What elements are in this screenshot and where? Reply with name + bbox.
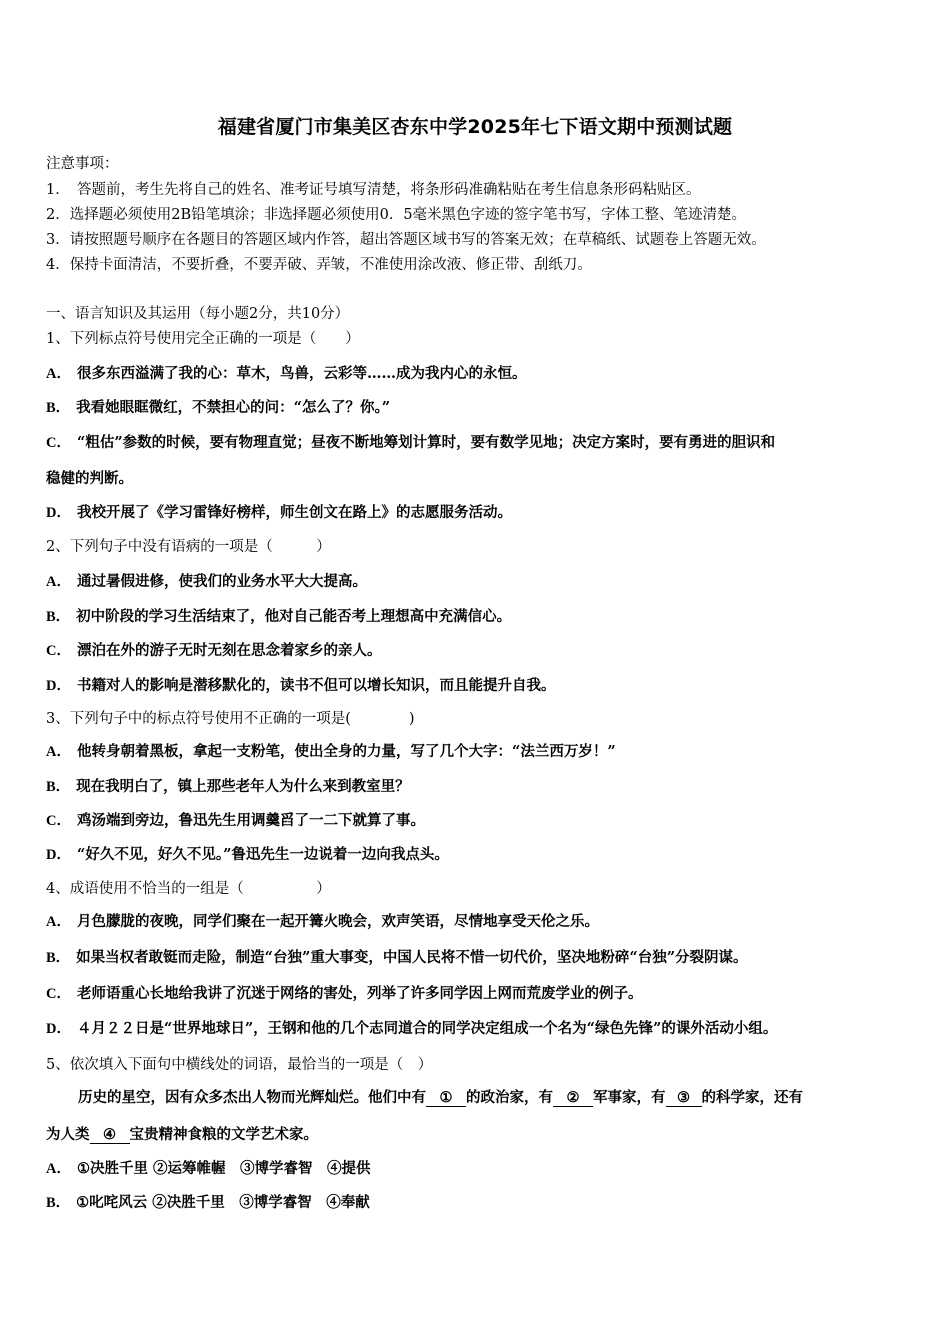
blank-marker: ①: [439, 1089, 453, 1106]
question-1-option-a: [46, 362, 526, 383]
option-text: ４月２２日是“世界地球日”，王钢和他的几个志同道合的同学决定组成一个名为“绿色先锋”的课外活动小组。: [76, 1020, 778, 1037]
passage-text: 的科学家，还有: [701, 1089, 803, 1106]
question-text: 成语使用不恰当的一组是（ ）: [69, 881, 331, 897]
option-text: “好久不见，好久不见。”鲁迅先生一边说着一边向我点头。: [76, 846, 449, 863]
question-2-option-b: [46, 605, 511, 626]
question-3-option-c: [46, 809, 425, 830]
passage-text: 宝贵精神食粮的文学艺术家。: [129, 1126, 318, 1143]
option-label: A．: [46, 914, 71, 930]
question-2-stem: [46, 535, 331, 556]
passage-text: 的政治家，有: [466, 1089, 553, 1106]
option-text: “粗估”参数的时候，要有物理直觉；昼夜不断地筹划计算时，要有数学见地；决定方案时，要有勇进的胆识和: [76, 434, 776, 451]
notice-item-1: 1． 答题前，考生先将自己的姓名、准考证号填写清楚，将条形码准确粘贴在考生信息条形码粘贴区。: [46, 182, 701, 198]
option-label: C．: [46, 986, 71, 1002]
option-text: ①决胜千里 ②运筹帷幄 ③博学睿智 ④提供: [76, 1160, 371, 1177]
option-text: 我校开展了《学习雷锋好榜样，师生创文在路上》的志愿服务活动。: [76, 504, 512, 521]
option-label: B．: [46, 950, 71, 966]
question-5-option-b: [46, 1191, 370, 1212]
question-5-stem: [46, 1053, 432, 1074]
option-label: A．: [46, 1161, 71, 1177]
option-label: C．: [46, 643, 71, 659]
passage-text: 军事家，有: [593, 1089, 666, 1106]
question-3-stem: [46, 707, 415, 728]
option-text: 如果当权者敢铤而走险，制造“台独”重大事变，中国人民将不惜一切代价，坚决地粉碎“台独”分裂阴谋。: [76, 949, 748, 966]
option-label: D．: [46, 505, 71, 521]
question-4-stem: [46, 877, 331, 898]
question-number: 2、: [46, 539, 70, 555]
notice-item-3: 3．请按照题号顺序在各题目的答题区域内作答，超出答题区域书写的答案无效；在草稿纸、试题卷上答题无效。: [46, 232, 766, 248]
question-4-option-c: [46, 982, 642, 1003]
option-label: A．: [46, 744, 71, 760]
question-1-option-d: [46, 501, 512, 522]
option-label: D．: [46, 1021, 71, 1037]
question-1-option-b: [46, 396, 390, 417]
option-label: B．: [46, 609, 71, 625]
option-label: C．: [46, 435, 71, 451]
option-label: D．: [46, 678, 71, 694]
passage-line-2: [46, 1123, 318, 1144]
option-label: B．: [46, 1195, 71, 1211]
question-text: 下列标点符号使用完全正确的一项是（ ）: [69, 331, 360, 347]
notice-item-2: 2．选择题必须使用2B铅笔填涂；非选择题必须使用0．5毫米黑色字迹的签字笔书写，字体工整、笔迹清楚。: [46, 207, 747, 223]
blank-marker: ③: [677, 1089, 690, 1106]
notice-item-4: 4．保持卡面清洁，不要折叠，不要弄破、弄皱，不准使用涂改液、修正带、刮纸刀。: [46, 257, 592, 273]
question-4-option-a: [46, 910, 599, 931]
question-text: 依次填入下面句中横线处的词语，最恰当的一项是（ ）: [69, 1057, 433, 1073]
question-2-option-c: [46, 639, 381, 660]
question-number: 3、: [46, 711, 70, 727]
question-1-option-c: [46, 431, 775, 452]
option-text: 漂泊在外的游子无时无刻在思念着家乡的亲人。: [76, 642, 382, 659]
blank-4: [90, 1126, 130, 1144]
option-label: D．: [46, 847, 71, 863]
blank-1: [426, 1089, 466, 1107]
option-label: A．: [46, 574, 71, 590]
option-text: 月色朦胧的夜晚，同学们聚在一起开篝火晚会，欢声笑语，尽情地享受天伦之乐。: [76, 913, 599, 930]
question-4-option-b: [46, 946, 748, 967]
question-3-option-b: [46, 775, 410, 796]
passage-line-1: [78, 1086, 803, 1107]
question-4-option-d: [46, 1017, 777, 1038]
option-text: 通过暑假进修，使我们的业务水平大大提高。: [76, 573, 367, 590]
question-2-option-a: [46, 570, 367, 591]
question-2-option-d: [46, 674, 555, 695]
question-1-option-c-continued: 稳健的判断。: [46, 470, 133, 487]
option-text: 老师语重心长地给我讲了沉迷于网络的害处，列举了许多同学因上网而荒废学业的例子。: [76, 985, 643, 1002]
blank-marker: ②: [566, 1089, 580, 1106]
option-label: A．: [46, 366, 71, 382]
passage-text: 为人类: [46, 1126, 90, 1143]
option-text: 鸡汤端到旁边，鲁迅先生用调羹舀了一二下就算了事。: [76, 812, 425, 829]
option-label: B．: [46, 779, 71, 795]
question-number: 1、: [46, 331, 70, 347]
option-text: 很多东西溢满了我的心：草木，鸟兽，云彩等……成为我内心的永恒。: [76, 365, 527, 382]
option-text: 现在我明白了，镇上那些老年人为什么来到教室里？: [76, 778, 410, 795]
option-text: 他转身朝着黑板，拿起一支粉笔，使出全身的力量，写了几个大字：“法兰西万岁！”: [76, 743, 616, 760]
question-number: 4、: [46, 881, 70, 897]
question-text: 下列句子中没有语病的一项是（ ）: [69, 539, 331, 555]
option-text: ①叱咤风云 ②决胜千里 ③博学睿智 ④奉献: [76, 1194, 370, 1211]
section-heading: 一、语言知识及其运用（每小题2分，共10分）: [46, 306, 350, 322]
option-text: 书籍对人的影响是潜移默化的，读书不但可以增长知识，而且能提升自我。: [76, 677, 556, 694]
passage-text: 历史的星空，因有众多杰出人物而光辉灿烂。他们中有: [78, 1089, 426, 1106]
notice-heading: 注意事项：: [46, 156, 119, 172]
page-title: 福建省厦门市集美区杏东中学2025年七下语文期中预测试题: [217, 116, 733, 138]
blank-3: [666, 1089, 702, 1107]
question-1-stem: [46, 327, 360, 348]
blank-marker: ④: [103, 1126, 116, 1143]
question-3-option-d: [46, 843, 449, 864]
option-text: 我看她眼眶微红，不禁担心的问：“怎么了？你。”: [76, 399, 391, 416]
option-label: B．: [46, 400, 71, 416]
question-3-option-a: [46, 740, 616, 761]
blank-2: [553, 1089, 593, 1107]
question-number: 5、: [46, 1057, 70, 1073]
option-label: C．: [46, 813, 71, 829]
question-5-option-a: [46, 1157, 371, 1178]
question-text: 下列句子中的标点符号使用不正确的一项是( ): [69, 711, 415, 727]
option-text: 初中阶段的学习生活结束了，他对自己能否考上理想高中充满信心。: [76, 608, 512, 625]
